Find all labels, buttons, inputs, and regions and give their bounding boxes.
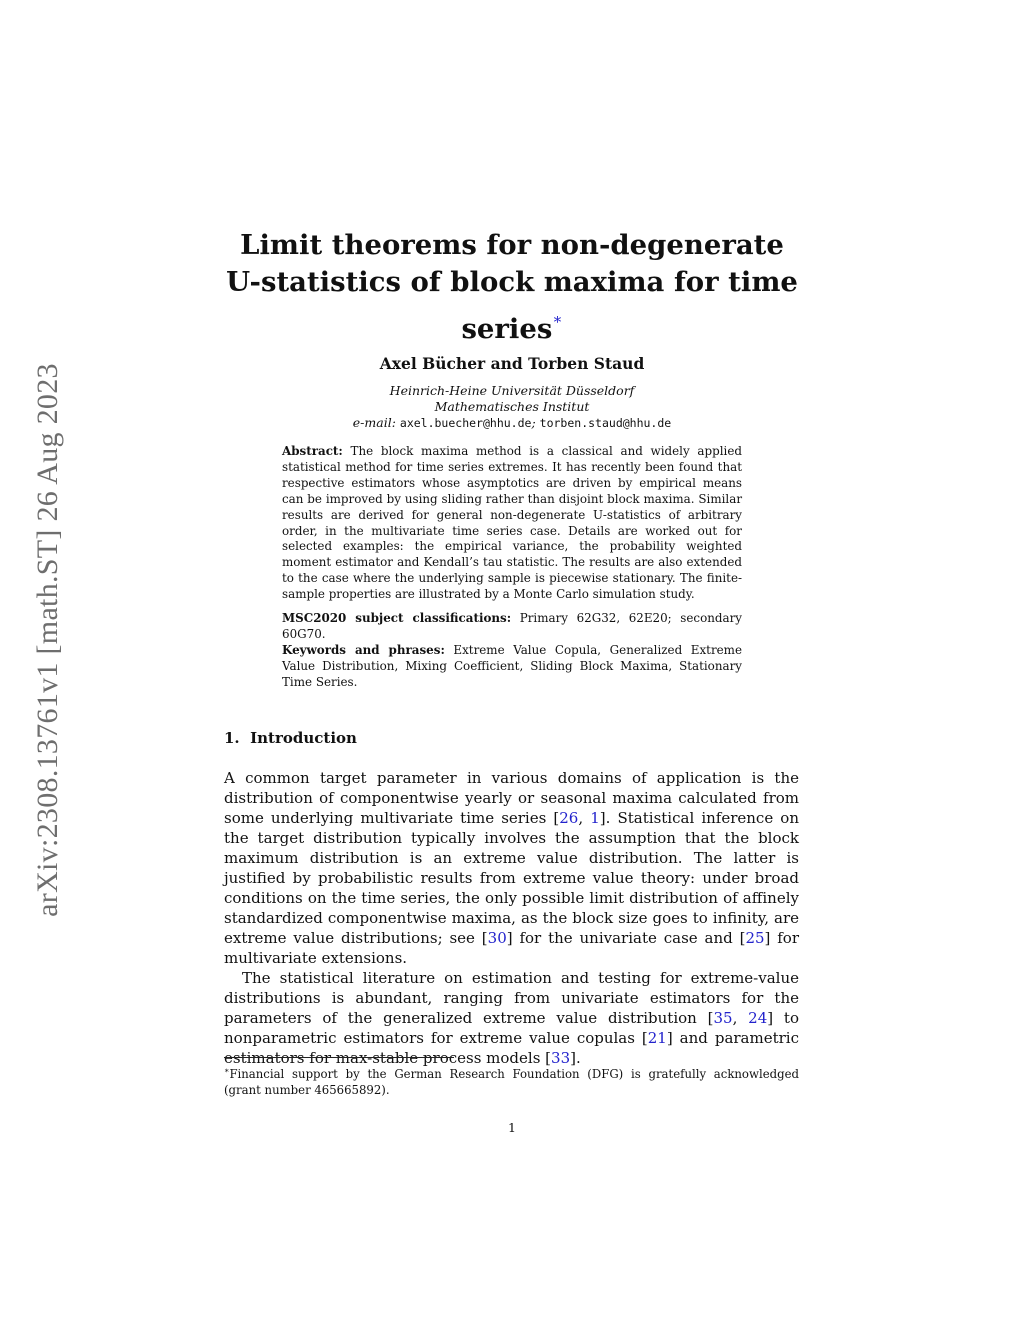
keywords-text: Extreme Value Copula, Generalized Extreme Value Distribution, Mixing Coefficient, Sliding Block Maxima, Stationary Time Series. [282, 642, 742, 689]
intro-paragraph-1 [224, 768, 799, 968]
page-number: 1 [508, 1120, 516, 1135]
title-line-3 [0, 301, 1024, 348]
keywords [282, 643, 742, 691]
title-line-2: U-statistics of block maxima for time [226, 266, 798, 298]
section-title: Introduction [250, 729, 357, 747]
title-footnote-link[interactable]: ∗ [552, 310, 563, 328]
footnote-text: Financial support by the German Research Foundation (DFG) is gratefully acknowledged (grant number 465665892). [224, 1066, 799, 1097]
title-line-3-text: series [461, 313, 553, 345]
citation-link[interactable]: 21 [647, 1029, 667, 1047]
citation-link[interactable]: 35 [713, 1009, 733, 1027]
section-number: 1. [224, 729, 240, 747]
email-line [0, 415, 1024, 431]
footnote-mark: ∗ [224, 1066, 230, 1075]
paper-title [0, 227, 1024, 348]
p2-text-4: ] and parametric estimators for max-stable process models [ [224, 1029, 799, 1067]
p1-text-2: , [578, 809, 591, 827]
footnote-divider [224, 1057, 454, 1058]
citation-link[interactable]: 1 [590, 809, 600, 827]
email-link-1[interactable]: axel.buecher@hhu.de [399, 416, 532, 430]
abstract-text: The block maxima method is a classical and widely applied statistical method for time series extremes. It has recently been found that respective estimators whose asymptotics are driven by empirical means can be improved by using sliding rather than disjoint block maxima. Similar results are derived for general non-degenerate U-statistics of arbitrary order, in the multivariate time series case. Details are worked out for selected examples: the empirical variance, the probability weighted moment estimator and Kendall’s tau statistic. The results are also extended to the case where the underlying sample is piecewise stationary. The finite-sample properties are illustrated by a Monte Carlo simulation study. [282, 444, 742, 602]
introduction-body [224, 768, 799, 1068]
p1-text-5: ] for multivariate extensions. [224, 929, 800, 967]
p1-text-3: ]. Statistical inference on the target distribution typically involves the assumption that the block maximum distribution is an extreme value distribution. The latter is justified by probabilistic results from extreme value theory: under broad conditions on the time series, the only possible limit distribution of affinely standardized componentwise maxima, as the block size goes to infinity, are extreme value distributions; see [ [224, 809, 799, 947]
citation-link[interactable]: 25 [745, 929, 765, 947]
msc-classifications [282, 611, 742, 643]
citation-link[interactable]: 26 [559, 809, 579, 827]
msc-label: MSC2020 subject classifications: [282, 611, 512, 626]
msc-text: Primary 62G32, 62E20; secondary 60G70. [282, 611, 743, 641]
keywords-label: Keywords and phrases: [282, 642, 445, 657]
arxiv-identifier-stamp: arXiv:2308.13761v1 [math.ST] 26 Aug 2023 [31, 363, 64, 917]
section-heading-introduction [224, 729, 357, 747]
affiliation-block [0, 383, 1024, 431]
email-label: e-mail: [352, 415, 396, 430]
p2-text-5: ]. [570, 1049, 581, 1067]
intro-paragraph-2 [224, 968, 799, 1068]
p1-text-4: ] for the univariate case and [ [506, 929, 746, 947]
email-separator: ; [531, 415, 536, 430]
p1-text-1: A common target parameter in various domains of application is the distribution of componentwise yearly or seasonal maxima calculated from some underlying multivariate time series [ [224, 769, 799, 827]
abstract-paragraph [282, 444, 742, 603]
affiliation-university: Heinrich-Heine Universität Düsseldorf [389, 383, 635, 398]
affiliation-institute: Mathematisches Institut [434, 399, 590, 414]
citation-link[interactable]: 30 [487, 929, 507, 947]
p2-text-3: ] to nonparametric estimators for extreme value copulas [ [224, 1009, 799, 1047]
author-names: Axel Bücher and Torben Staud [379, 354, 645, 373]
p2-text-1: The statistical literature on estimation and testing for extreme-value distributions is abundant, ranging from univariate estimators for the parameters of the generalized extreme value distribution [ [224, 969, 799, 1027]
abstract-block [282, 444, 742, 691]
citation-link[interactable]: 24 [748, 1009, 768, 1027]
citation-link[interactable]: 33 [551, 1049, 571, 1067]
email-link-2[interactable]: torben.staud@hhu.de [539, 416, 672, 430]
title-line-1: Limit theorems for non-degenerate [240, 229, 784, 261]
abstract-label: Abstract: [282, 444, 343, 458]
footnote [224, 1063, 799, 1098]
p2-text-2: , [732, 1009, 749, 1027]
